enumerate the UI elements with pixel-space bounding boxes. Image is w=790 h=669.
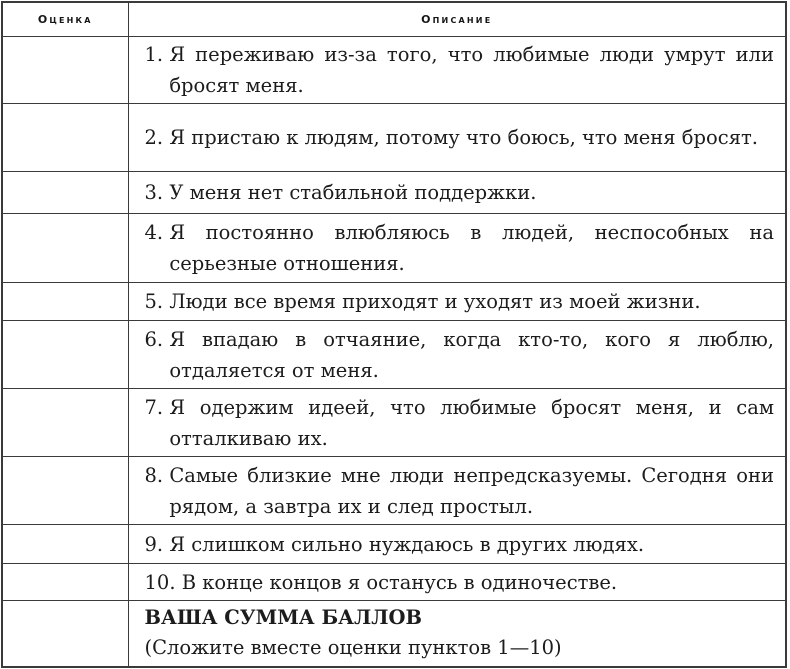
score-cell-4[interactable]: [2, 214, 128, 283]
table-row: [2, 389, 786, 457]
table-row: [2, 283, 786, 321]
total-description-cell: [128, 601, 786, 667]
table-row: [2, 104, 786, 172]
description-cell-5: [128, 283, 786, 321]
description-cell-4: [128, 214, 786, 283]
item-text: Я переживаю из-за того, что любимые люди умрут или бросят меня.: [169, 43, 774, 97]
score-cell-2[interactable]: [2, 104, 128, 172]
table-row: [2, 172, 786, 214]
item-number: 7.: [144, 395, 170, 419]
description-cell-10: [128, 564, 786, 601]
description-cell-9: [128, 525, 786, 564]
item-number: 5.: [144, 290, 170, 313]
item-text: Самые близкие мне люди непредсказуемы. Сегодня они рядом, а завтра их и след простыл.: [169, 463, 774, 518]
score-cell-5[interactable]: [2, 283, 128, 321]
table-row: [2, 214, 786, 283]
total-title: ВАША СУММА БАЛЛОВ: [144, 606, 422, 630]
header-score: Оценка: [2, 2, 128, 37]
item-text: В конце концов я останусь в одиночестве.: [181, 570, 618, 594]
item-text: Я пристаю к людям, потому что боюсь, что меня бросят.: [169, 126, 758, 149]
description-cell-3: [128, 172, 786, 214]
item-text: Я одержим идеей, что любимые бросят меня, и сам отталкиваю их.: [169, 395, 774, 450]
total-score-cell[interactable]: [2, 601, 128, 667]
header-row: [2, 2, 786, 37]
item-text: Люди все время приходят и уходят из моей жизни.: [169, 290, 701, 313]
item-number: 1.: [144, 43, 170, 66]
description-cell-1: [128, 37, 786, 104]
table-row: [2, 525, 786, 564]
item-number: 8.: [144, 463, 170, 487]
table-row: [2, 457, 786, 525]
total-note: (Сложите вместе оценки пунктов 1—10): [144, 636, 562, 660]
item-number: 9.: [144, 532, 170, 556]
score-cell-1[interactable]: [2, 37, 128, 104]
description-cell-8: [128, 457, 786, 525]
score-cell-3[interactable]: [2, 172, 128, 214]
score-cell-10[interactable]: [2, 564, 128, 601]
header-description: Описание: [128, 2, 786, 37]
table-row: [2, 37, 786, 104]
item-number: 6.: [144, 327, 170, 351]
description-cell-6: [128, 321, 786, 389]
item-text: Я постоянно влюбляюсь в людей, неспособных на серьезные отношения.: [169, 221, 774, 275]
item-number: 2.: [144, 126, 170, 149]
score-cell-8[interactable]: [2, 457, 128, 525]
item-text: Я слишком сильно нуждаюсь в других людях.: [169, 532, 645, 556]
item-text: Я впадаю в отчаяние, когда кто-то, кого я люблю, отдаляется от меня.: [169, 327, 774, 382]
item-number: 10.: [144, 570, 182, 594]
description-cell-2: [128, 104, 786, 172]
table-row: [2, 564, 786, 601]
total-row: [2, 601, 786, 667]
item-number: 4.: [144, 221, 170, 244]
score-cell-7[interactable]: [2, 389, 128, 457]
item-text: У меня нет стабильной поддержки.: [169, 181, 537, 204]
description-cell-7: [128, 389, 786, 457]
item-number: 3.: [144, 181, 170, 204]
score-cell-9[interactable]: [2, 525, 128, 564]
questionnaire-table: [1, 1, 787, 668]
score-cell-6[interactable]: [2, 321, 128, 389]
table-row: [2, 321, 786, 389]
